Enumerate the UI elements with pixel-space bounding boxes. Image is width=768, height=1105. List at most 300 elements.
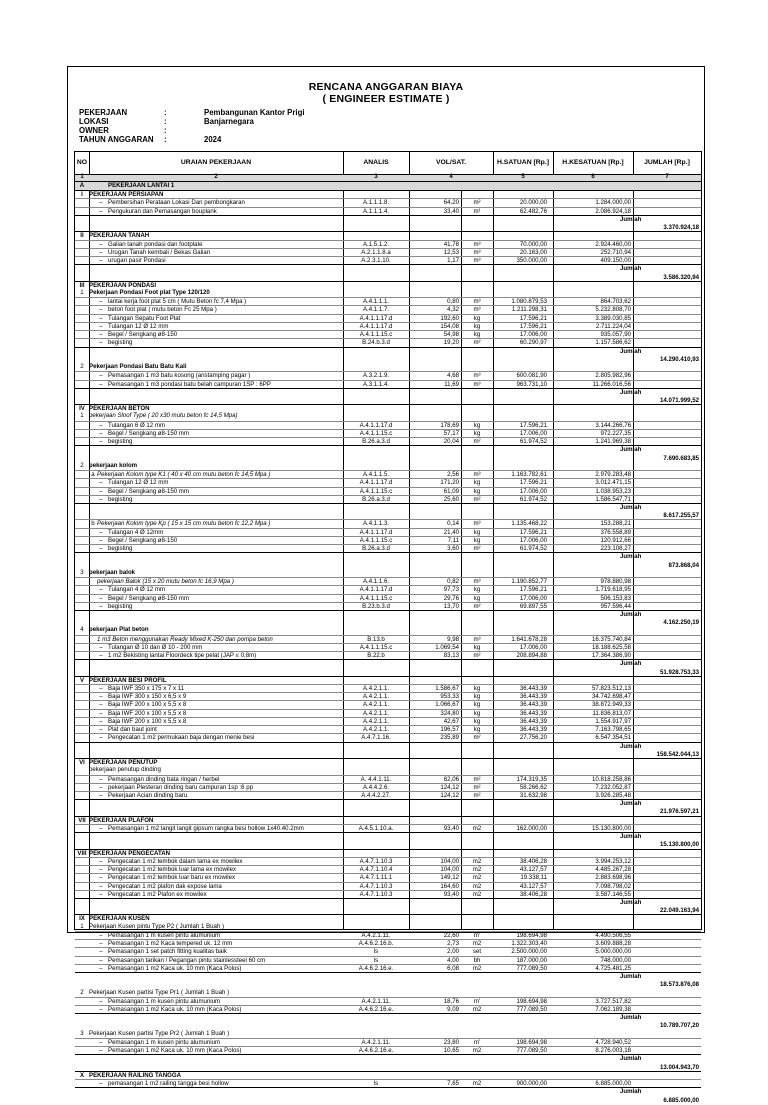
item-analis: A.4.1.1.17.d — [359, 314, 393, 322]
bullet-dash: – — [99, 693, 103, 701]
item-description: Pembersihan Perataan Lokasi Dan pembongkaran — [108, 199, 245, 207]
group-number: 2 — [80, 988, 84, 996]
item-unit-price: 36.443,39 — [519, 717, 547, 725]
item-volume: 7,11 — [447, 536, 459, 544]
table-header — [74, 151, 702, 175]
item-volume: 33,40 — [443, 207, 459, 215]
jumlah-value-row — [75, 807, 701, 815]
item-volume: 97,73 — [443, 586, 459, 594]
item-description: Pemasangan 1 m3 pondasi batu belah campuran 1SP : 6PP — [108, 380, 271, 388]
bullet-dash: – — [99, 792, 103, 800]
item-unit-price: 62.482,76 — [519, 207, 547, 215]
item-description: Pengecatan 1 m2 Plafon ex mowilex — [108, 890, 207, 898]
item-unit-price: 17.006,00 — [519, 331, 547, 339]
item-analis: A.4.4.2.27. — [361, 792, 391, 800]
bullet-dash: – — [99, 248, 103, 256]
item-unit: m³ — [473, 380, 481, 388]
item-volume: 953,33 — [440, 693, 459, 701]
col-number: 2 — [214, 174, 218, 180]
item-total-price: 3.727.517,82 — [595, 997, 631, 1005]
item-total-price: 7.232.052,87 — [595, 783, 631, 791]
item-volume: 2,56 — [447, 471, 459, 479]
bullet-dash: – — [99, 298, 103, 306]
header-analis: ANALIS — [363, 159, 389, 166]
item-analis: A.4.2.1.11. — [361, 931, 391, 939]
item-unit: m2 — [472, 866, 482, 874]
item-analis: A.1.5.1.2. — [362, 240, 390, 248]
document-subtitle: ( ENGINEER ESTIMATE ) — [322, 93, 450, 105]
jumlah-label: Jumlah — [620, 1088, 642, 1096]
section-number: I — [81, 191, 83, 199]
item-unit: kg — [473, 528, 481, 536]
section-number: IX — [79, 915, 85, 923]
item-unit: kg — [473, 693, 481, 701]
item-unit: kg — [473, 594, 481, 602]
item-description: beton foot plat ( mutu beton Fc 25 Mpa ) — [108, 306, 217, 314]
item-total-price: 3.587.146,55 — [595, 890, 631, 898]
item-unit: m² — [473, 545, 481, 553]
item-total-price: 8.276.003,18 — [595, 1047, 631, 1055]
item-description: Pemasangan 1 m2 langit langit gipsum rangka besi hollow 1x40.40.2mm — [108, 824, 304, 832]
section-number: V — [79, 676, 85, 684]
item-analis: A.2.3.1.10. — [361, 257, 391, 265]
item-total-price: 935.057,90 — [600, 331, 631, 339]
jumlah-value-row — [75, 1063, 701, 1071]
item-volume: 62,06 — [443, 775, 459, 783]
jumlah-value: 3.370.924,18 — [663, 224, 699, 232]
item-volume: 4,00 — [447, 956, 459, 964]
item-unit-price: 1.322.303,40 — [511, 940, 547, 948]
item-volume: 196,57 — [440, 726, 459, 734]
group-row — [75, 289, 701, 297]
item-unit: m2 — [472, 890, 482, 898]
item-unit-price: 208.894,88 — [516, 652, 547, 660]
bullet-dash: – — [99, 964, 103, 972]
item-unit: m2 — [472, 1080, 482, 1088]
bullet-dash: – — [99, 726, 103, 734]
item-analis: ls — [373, 1080, 379, 1088]
bullet-dash: – — [99, 528, 103, 536]
item-unit-price: 17.596,21 — [519, 479, 547, 487]
item-analis: A.4.7.1.11.1 — [359, 874, 393, 882]
item-analis: B.13.b — [367, 635, 385, 643]
bullet-dash: – — [99, 545, 103, 553]
item-unit-price: 17.596,21 — [519, 586, 547, 594]
item-unit: kg — [473, 314, 481, 322]
item-unit: m³ — [473, 471, 481, 479]
item-description: Pemasangan 1 m2 Kaca tempered uk. 12 mm — [108, 940, 233, 948]
item-description: pekerjaan Balok (15 x 20 mutu beton fc 16,9 Mpa ) — [97, 578, 234, 586]
bullet-dash: – — [99, 199, 103, 207]
item-unit: m³ — [473, 578, 481, 586]
group-number: 2 — [80, 461, 84, 469]
group-number: 3 — [80, 568, 84, 576]
item-analis: A.4.7.1.16. — [361, 734, 391, 742]
item-description: lantai kerja foot plat 5 cm ( Mutu Beton fc 7,4 Mpa ) — [108, 298, 247, 306]
bullet-dash: – — [99, 495, 103, 503]
item-unit-price: 43.127,57 — [519, 882, 547, 890]
item-total-price: 57.823.512,13 — [592, 685, 631, 693]
item-volume: 154,08 — [440, 322, 459, 330]
item-volume: 83,13 — [443, 652, 459, 660]
item-volume: 9,98 — [447, 635, 459, 643]
item-analis: A.4.7.1.10.3 — [359, 882, 393, 890]
bullet-dash: – — [99, 643, 103, 651]
section-title: PEKERJAAN PENGECATAN — [89, 849, 171, 857]
item-description: begisting — [108, 602, 133, 610]
item-description: Galian tanah pondasi dan footplate — [108, 240, 203, 248]
group-number: 2 — [80, 363, 84, 371]
jumlah-value: 18.573.876,08 — [660, 981, 699, 989]
item-description: Pemasangan dinding bata ringan / herbel — [108, 775, 220, 783]
jumlah-value: 7.690.683,85 — [663, 454, 699, 462]
item-unit-price: 777.089,50 — [516, 964, 547, 972]
item-analis: A.4.2.1.11. — [361, 997, 391, 1005]
item-total-price: 5.232.808,70 — [595, 306, 631, 314]
item-analis: A.4.2.1.1. — [362, 685, 390, 693]
item-unit: m¹ — [473, 207, 481, 215]
item-unit-price: 17.596,21 — [519, 314, 547, 322]
jumlah-value-row — [75, 355, 701, 363]
col-number: 5 — [521, 174, 525, 180]
item-unit: kg — [473, 717, 481, 725]
meta-key: OWNER — [79, 126, 109, 135]
jumlah-label: Jumlah — [620, 1014, 642, 1022]
item-description: Tulangan 4 Ø 12 mm — [108, 586, 166, 594]
item-unit: m2 — [472, 824, 482, 832]
item-analis: A.4.1.1.1. — [362, 298, 390, 306]
jumlah-value: 13.004.943,70 — [660, 1063, 699, 1071]
item-total-price: 120.912,66 — [600, 536, 631, 544]
item-unit: m² — [473, 775, 481, 783]
item-volume: 42,67 — [443, 717, 459, 725]
item-analis: A.4.2.1.1. — [362, 693, 390, 701]
jumlah-label: Jumlah — [620, 899, 642, 906]
item-unit-price: 36.443,39 — [519, 726, 547, 734]
item-unit-price: 198.694,98 — [516, 931, 547, 939]
item-unit: m³ — [473, 248, 481, 256]
item-unit-price: 61.974,52 — [519, 438, 547, 446]
bullet-dash: – — [99, 1047, 103, 1055]
item-unit: m² — [473, 734, 481, 742]
bullet-dash: – — [99, 240, 103, 248]
item-description: Baja IWF 300 x 150 x 6,5 x 9 — [108, 693, 187, 701]
meta-row — [79, 108, 305, 117]
bullet-dash: – — [99, 874, 103, 882]
jumlah-label: Jumlah — [620, 446, 642, 454]
section-title: PEKERJAAN PLAFON — [89, 816, 154, 824]
item-unit-price: 17.596,21 — [519, 421, 547, 429]
item-unit: kg — [473, 331, 481, 339]
item-unit: kg — [473, 487, 481, 495]
item-volume: 0,80 — [447, 298, 459, 306]
bullet-dash: – — [99, 372, 103, 380]
jumlah-value-row — [75, 980, 701, 988]
item-unit-price: 1.190.852,77 — [511, 578, 547, 586]
item-description: Urugan Tanah kembali / Bekas Galian — [108, 248, 211, 256]
meta-row — [79, 126, 305, 135]
meta-value: 2024 — [204, 135, 222, 144]
item-analis: B.24.b.3.d — [362, 339, 390, 347]
item-total-price: 978.880,98 — [600, 578, 631, 586]
item-total-price: 957.596,44 — [600, 602, 631, 610]
item-unit: m³ — [473, 306, 481, 314]
group-title: pekerjaan kolom — [89, 461, 138, 469]
jumlah-label: Jumlah — [620, 553, 642, 561]
item-unit: bh — [473, 956, 481, 964]
section-number: VII — [78, 816, 86, 824]
column-number-row — [74, 175, 702, 182]
item-volume: 324,80 — [440, 709, 459, 717]
item-description: begisting — [108, 495, 133, 503]
item-description: 1 m2 Bekisting lantai Floordeck tipe pelat (JAP ≤ 0,8m) — [108, 652, 257, 660]
item-volume: 0,14 — [447, 520, 459, 528]
item-analis: A.4.1.1.15.c — [359, 429, 393, 437]
jumlah-value-row — [75, 223, 701, 231]
meta-key: LOKASI — [79, 117, 109, 126]
item-total-price: 16.375.740,84 — [592, 635, 631, 643]
item-volume: 4,68 — [447, 372, 459, 380]
jumlah-label: Jumlah — [620, 973, 642, 981]
jumlah-value-row — [75, 396, 701, 404]
header-volsat: VOL/SAT. — [435, 159, 467, 166]
item-unit: m² — [473, 783, 481, 791]
item-unit-price: 17.006,00 — [519, 594, 547, 602]
item-volume: 149,12 — [440, 874, 459, 882]
section-number: A — [79, 182, 85, 189]
item-analis: A.4.6.2.16.e. — [358, 964, 394, 972]
item-analis: A.2.1.1.8.a — [361, 248, 391, 256]
item-total-price: 2.711.224,04 — [595, 322, 631, 330]
item-analis: A.4.2.1.1. — [362, 726, 390, 734]
item-total-price: 972.227,35 — [600, 429, 631, 437]
item-unit-price: 1.135.468,22 — [511, 520, 547, 528]
item-analis: B.26.a.3.d — [362, 545, 390, 553]
item-analis: ls — [373, 948, 379, 956]
item-description: begisting — [108, 339, 133, 347]
item-volume: 104,00 — [440, 857, 459, 865]
item-analis: A.4.2.1.1. — [362, 701, 390, 709]
bullet-dash: – — [99, 948, 103, 956]
item-unit-price: 198.694,98 — [516, 1038, 547, 1046]
jumlah-value-row — [75, 1021, 701, 1029]
item-description: Pemasangan 1 m3 batu kosong (anstamping pagar ) — [108, 372, 251, 380]
bullet-dash: – — [99, 207, 103, 215]
bullet-dash: – — [99, 1006, 103, 1013]
item-analis: A.1.1.1.4. — [362, 207, 390, 215]
jumlah-value-row — [75, 454, 701, 462]
item-analis: B.22.b — [367, 652, 385, 660]
item-unit: m² — [473, 199, 481, 207]
item-total-price: 6.885.000,00 — [595, 1080, 631, 1088]
col-number: 4 — [449, 174, 453, 180]
meta-row — [79, 135, 305, 144]
item-volume: 11,69 — [444, 380, 459, 388]
item-volume: 3,60 — [447, 545, 459, 553]
item-analis: A.4.1.1.17.d — [359, 421, 393, 429]
jumlah-value: 22.049.163,94 — [660, 907, 699, 915]
item-volume: 104,00 — [440, 866, 459, 874]
item-volume: 192,60 — [440, 314, 459, 322]
item-description: Pengecatan 1 m2 tembok dalam lama ex mowilex — [108, 857, 243, 865]
jumlah-value-row — [75, 668, 701, 676]
item-unit: m³ — [473, 240, 481, 248]
bullet-dash: – — [99, 380, 103, 388]
estimate-sheet — [67, 66, 705, 1104]
item-unit: m2 — [472, 874, 482, 882]
section-title: PEKERJAAN RAILING TANGGA — [89, 1071, 181, 1079]
item-description: 1 m3 Beton menggunakan Ready Mixed K-250 dan pompa beton — [97, 635, 273, 643]
jumlah-value-row — [75, 618, 701, 626]
jumlah-value-row — [75, 1096, 701, 1104]
item-analis: A.4.6.2.16.e. — [358, 1006, 394, 1013]
item-volume: 61,09 — [443, 487, 459, 495]
item-description: Pengecatan 1 m2 tembok luar lama ex mowilex — [108, 866, 237, 874]
item-volume: 2,00 — [447, 948, 459, 956]
item-description: pekerjaan Plesteran dinding baru campuran 1sp :6 pp — [108, 783, 253, 791]
item-total-price: 376.558,89 — [600, 528, 631, 536]
item-total-price: 7.098.798,02 — [595, 882, 631, 890]
item-total-price: 2.086.924,18 — [595, 207, 631, 215]
item-total-price: 34.742.698,47 — [592, 693, 631, 701]
item-analis: A.4.1.1.15.c — [359, 643, 393, 651]
item-total-price: 7.163.798,65 — [595, 726, 631, 734]
item-analis: A.4.5.1.10.a. — [358, 824, 394, 832]
meta-key: PEKERJAAN — [79, 108, 128, 117]
item-unit-price: 31.632,98 — [519, 792, 547, 800]
item-unit: kg — [473, 643, 481, 651]
jumlah-label: Jumlah — [620, 1055, 642, 1063]
item-total-price: 11.836.813,07 — [592, 709, 631, 717]
meta-value: Pembangunan Kantor Prigi — [204, 108, 305, 117]
item-unit: m2 — [472, 857, 482, 865]
bullet-dash: – — [99, 1080, 103, 1088]
bullet-dash: – — [99, 685, 103, 693]
item-volume: 25,60 — [443, 495, 459, 503]
section-title: PEKERJAAN TANAH — [89, 232, 150, 240]
group-title: pekerjaan balok — [89, 568, 136, 576]
item-volume: 124,12 — [440, 792, 459, 800]
item-analis: A. 4.4.1.11. — [360, 775, 392, 783]
item-unit-price: 162.000,00 — [516, 824, 547, 832]
item-description: Tulangan 12 Ø 12 mm — [108, 479, 169, 487]
item-volume: 13,70 — [443, 602, 459, 610]
item-volume: 29,76 — [443, 594, 459, 602]
jumlah-value: 21.976.597,21 — [660, 808, 699, 816]
jumlah-value: 4.162.250,19 — [663, 619, 699, 627]
item-description: Pengukuran dan Pemasangan bouplank — [108, 207, 217, 215]
jumlah-value-row — [75, 561, 701, 569]
item-unit-price: 61.974,52 — [519, 545, 547, 553]
item-description: Pengecatan 1 m2 plafon dak expose lama — [108, 882, 222, 890]
item-unit-price: 69.897,55 — [519, 602, 547, 610]
meta-colon: : — [164, 117, 167, 126]
item-volume: 0,82 — [447, 578, 459, 586]
item-analis: A.4.2.1.11. — [361, 1038, 391, 1046]
item-total-price: 864.703,62 — [600, 298, 631, 306]
bullet-dash: – — [99, 824, 103, 832]
group-row — [75, 412, 701, 420]
group-number: 3 — [80, 1029, 84, 1037]
item-unit: kg — [473, 701, 481, 709]
item-unit-price: 187.000,00 — [516, 956, 547, 964]
bullet-dash: – — [99, 997, 103, 1005]
bullet-dash: – — [99, 306, 103, 314]
jumlah-label: Jumlah — [620, 503, 642, 511]
bullet-dash: – — [99, 866, 103, 874]
item-volume: 6,08 — [447, 964, 459, 972]
section-number: IV — [79, 405, 85, 413]
jumlah-value: 158.542.044,13 — [656, 750, 699, 758]
jumlah-value-row — [75, 750, 701, 758]
item-total-price: 17.364.386,90 — [592, 652, 631, 660]
item-volume: 41,78 — [443, 240, 459, 248]
jumlah-value: 873.868,04 — [668, 561, 699, 569]
item-total-price: 409.150,00 — [600, 257, 631, 265]
item-unit: m³ — [473, 257, 481, 265]
group-title: Pekerjaan Pondasi Foot plat Type 120/120 — [89, 288, 210, 296]
item-analis: A.4.1.1.15.c — [359, 487, 393, 495]
item-volume: 2,73 — [447, 940, 459, 948]
section-title: PEKERJAAN PENUTUP — [89, 759, 158, 767]
bullet-dash: – — [99, 1038, 103, 1046]
item-unit: m³ — [473, 298, 481, 306]
project-meta — [79, 108, 305, 144]
item-total-price: 5.000.000,00 — [595, 948, 631, 956]
jumlah-value: 10.789.707,20 — [660, 1022, 699, 1030]
group-row — [75, 766, 701, 774]
item-unit: kg — [473, 429, 481, 437]
item-volume: 235,89 — [440, 734, 459, 742]
item-total-price: 252.710,94 — [600, 248, 631, 256]
item-description: Pengecatan 1 m2 tembok luar baru ex mowilex — [108, 874, 236, 882]
item-unit-price: 17.006,00 — [519, 429, 547, 437]
item-volume: 171,20 — [440, 479, 459, 487]
item-description: Plat dan baut joint — [108, 726, 157, 734]
item-description: Begel / Sengkang ø8-150 — [108, 331, 178, 339]
item-volume: 1,17 — [447, 257, 459, 265]
item-volume: 54,98 — [443, 331, 459, 339]
section-title: PEKERJAAN LANTAI 1 — [108, 182, 175, 189]
bullet-dash: – — [99, 931, 103, 939]
item-analis: A.4.7.1.10.4 — [359, 866, 393, 874]
group-row — [75, 569, 701, 577]
item-description: Tulangan Ø 10 dan Ø 10 - 200 mm — [108, 643, 203, 651]
item-total-price: 11.266.016,56 — [592, 380, 631, 388]
item-total-price: 2.883.698,96 — [595, 874, 631, 882]
item-analis: A.3.1.1.4. — [362, 380, 390, 388]
item-description: Tulangan Sepatu Foot Plat — [108, 314, 181, 322]
group-number: 1 — [80, 412, 84, 420]
item-description: Begel / Sengkang ø8-150 — [108, 536, 178, 544]
item-unit: kg — [473, 726, 481, 734]
item-unit: m2 — [472, 964, 482, 972]
item-analis: A.4.7.1.10.3 — [359, 890, 393, 898]
bullet-dash: – — [99, 602, 103, 610]
item-total-price: 748.000,00 — [600, 956, 631, 964]
item-total-price: 3.926.285,48 — [595, 792, 631, 800]
item-analis: A.4.1.1.15.c — [359, 536, 393, 544]
item-unit: kg — [473, 586, 481, 594]
item-analis: A.4.6.2.16.b. — [358, 940, 394, 948]
bullet-dash: – — [99, 322, 103, 330]
group-row — [75, 363, 701, 371]
item-description: Baja IWF 200 x 100 x 5,5 x 8 — [108, 717, 187, 725]
item-unit: m³ — [473, 372, 481, 380]
item-unit-price: 36.443,39 — [519, 709, 547, 717]
item-unit-price: 17.596,21 — [519, 528, 547, 536]
item-total-price: 506.153,83 — [600, 594, 631, 602]
